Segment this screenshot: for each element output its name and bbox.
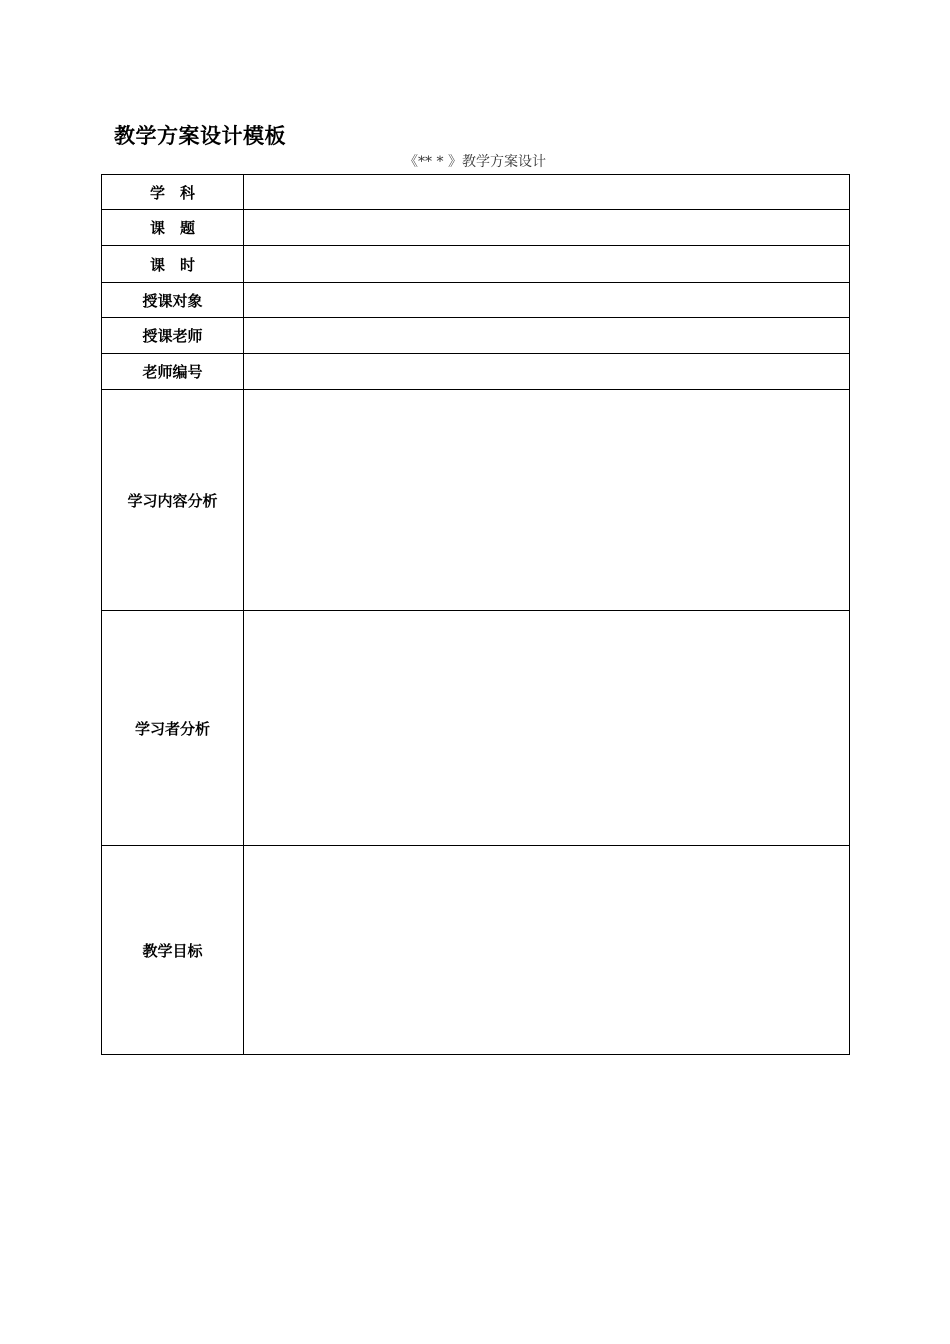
label-content-analysis: 学习内容分析	[102, 390, 244, 611]
table-row-teacher	[102, 318, 850, 354]
table-row-objectives	[102, 846, 850, 1055]
table-row-topic	[102, 210, 850, 246]
label-subject: 学 科	[102, 175, 244, 210]
table-row-audience	[102, 283, 850, 318]
label-periods: 课 时	[102, 246, 244, 283]
field-teacher-id[interactable]	[244, 354, 850, 390]
field-objectives[interactable]	[244, 846, 850, 1055]
form-subtitle: 《** * 》教学方案设计	[404, 154, 546, 170]
table-row-periods	[102, 246, 850, 283]
field-teacher[interactable]	[244, 318, 850, 354]
table-row-learner-analysis	[102, 611, 850, 846]
label-topic: 课 题	[102, 210, 244, 246]
table-row-subject	[102, 175, 850, 210]
field-subject[interactable]	[244, 175, 850, 210]
field-content-analysis[interactable]	[244, 390, 850, 611]
label-audience: 授课对象	[102, 283, 244, 318]
field-periods[interactable]	[244, 246, 850, 283]
field-topic[interactable]	[244, 210, 850, 246]
label-teacher-id: 老师编号	[102, 354, 244, 390]
label-objectives: 教学目标	[102, 846, 244, 1055]
label-learner-analysis: 学习者分析	[102, 611, 244, 846]
table-row-content-analysis	[102, 390, 850, 611]
label-teacher: 授课老师	[102, 318, 244, 354]
field-learner-analysis[interactable]	[244, 611, 850, 846]
table-row-teacher-id	[102, 354, 850, 390]
field-audience[interactable]	[244, 283, 850, 318]
lesson-plan-table	[101, 174, 850, 1055]
page-title: 教学方案设计模板	[114, 124, 286, 148]
